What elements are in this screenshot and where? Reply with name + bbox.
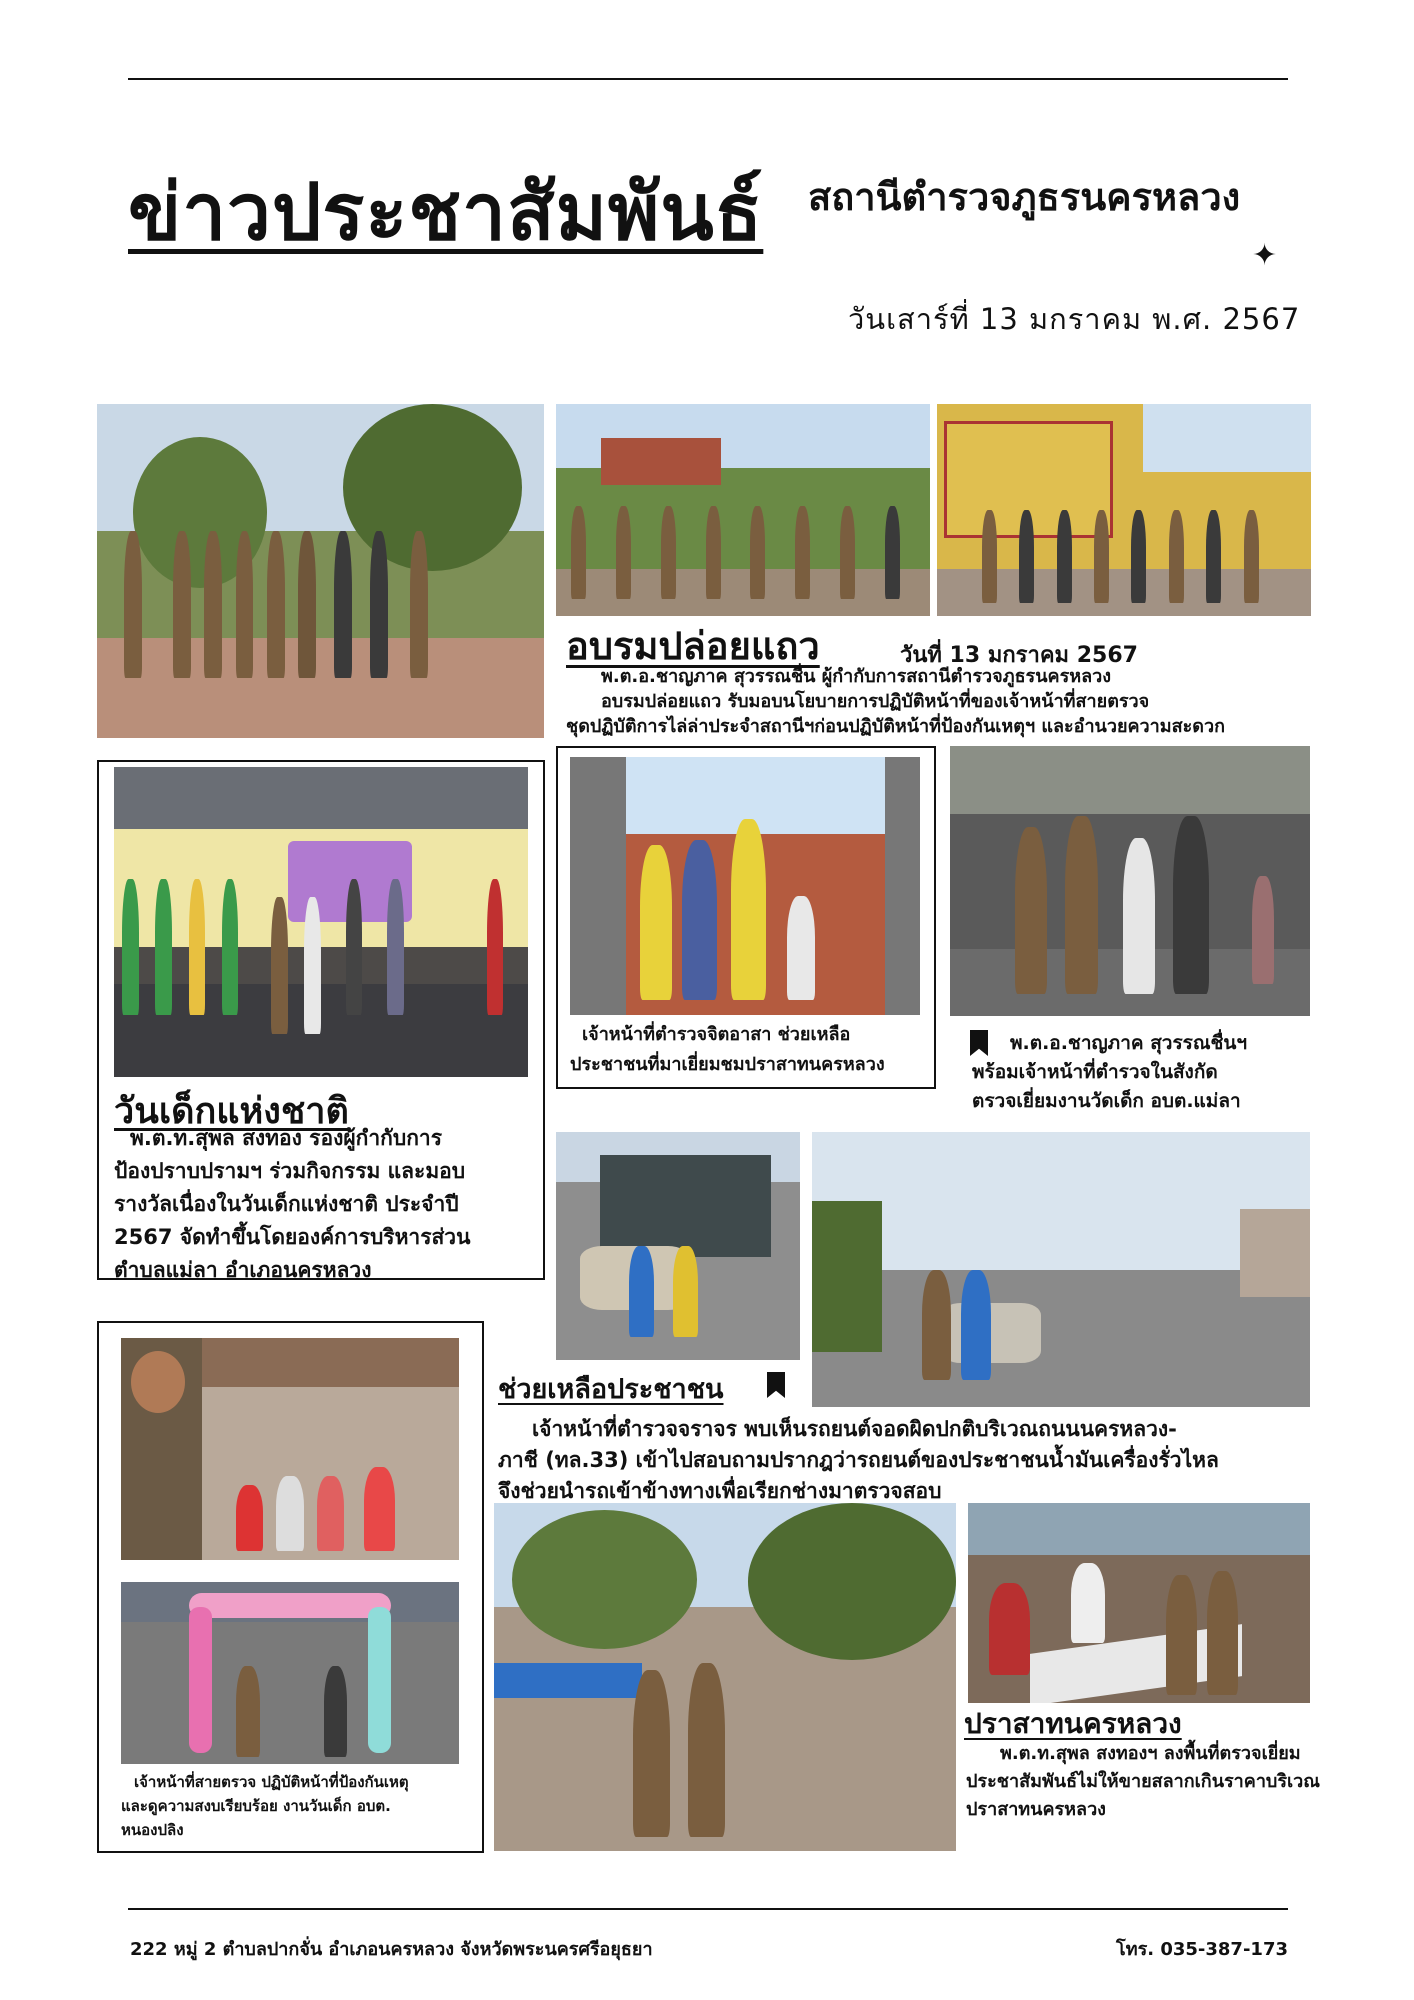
photo-lineup-courtyard [97, 404, 544, 738]
children-day-line-1: พ.ต.ท.สุพล สงทอง รองผู้กำกับการ [130, 1126, 442, 1150]
photo-lineup-building [937, 404, 1311, 616]
station-name: สถานีตำรวจภูธรนครหลวง [808, 175, 1241, 219]
volunteer-line-1: เจ้าหน้าที่ตำรวจจิตอาสา ช่วยเหลือ [582, 1024, 851, 1045]
photo-patrol-balloons [121, 1582, 459, 1764]
castle-heading: ปราสาทนครหลวง [964, 1707, 1182, 1740]
patrol-line-2: และดูความสงบเรียบร้อย งานวันเด็ก อบต. [121, 1797, 391, 1815]
sparkle-icon: ✦ [1252, 238, 1278, 273]
inspect-line-1: พ.ต.อ.ชาญภาค สุวรรณชื่นฯ [1010, 1032, 1248, 1054]
help-line-1: เจ้าหน้าที่ตำรวจจราจร พบเห็นรถยนต์จอดผิดปกติบริเวณถนนนครหลวง- [532, 1417, 1177, 1441]
issue-date: วันเสาร์ที่ 13 มกราคม พ.ศ. 2567 [848, 302, 1301, 336]
castle-line-1: พ.ต.ท.สุพล สงทองฯ ลงพื้นที่ตรวจเยี่ยม [1000, 1743, 1301, 1764]
training-line-3: ชุดปฏิบัติการไล่ล่าประจำสถานีฯก่อนปฏิบัติหน้าที่ป้องกันเหตุฯ และอำนวยความสะดวก [566, 716, 1225, 737]
training-line-1: พ.ต.อ.ชาญภาค สุวรรณชื่น ผู้กำกับการสถานีตำรวจภูธรนครหลวง [601, 666, 1112, 687]
children-day-line-3: รางวัลเนื่องในวันเด็กแห่งชาติ ประจำปี [114, 1192, 459, 1216]
bookmark-icon [970, 1030, 988, 1056]
footer-address: 222 หมู่ 2 ตำบลปากจั่น อำเภอนครหลวง จังหวัดพระนครศรีอยุธยา [130, 1939, 653, 1960]
photo-patrol-selfie [121, 1338, 459, 1560]
photo-castle-lottery [968, 1503, 1310, 1703]
castle-line-3: ปราสาทนครหลวง [966, 1799, 1106, 1820]
top-rule [128, 78, 1288, 80]
help-line-2: ภาชี (ทล.33) เข้าไปสอบถามปรากฎว่ารถยนต์ของประชาชนน้ำมันเครื่องรั่วไหล [498, 1448, 1219, 1472]
children-day-line-4: 2567 จัดทำขึ้นโดยองค์การบริหารส่วน [114, 1225, 471, 1249]
photo-help-street [812, 1132, 1310, 1407]
help-line-3: จึงช่วยนำรถเข้าข้างทางเพื่อเรียกช่างมาตรวจสอบ [498, 1479, 942, 1503]
photo-castle-officers [494, 1503, 956, 1851]
photo-lineup-rear [556, 404, 930, 616]
help-heading: ช่วยเหลือประชาชน [498, 1374, 724, 1405]
page-title: ข่าวประชาสัมพันธ์ [128, 168, 764, 258]
training-heading: อบรมปล่อยแถว [566, 624, 820, 668]
volunteer-line-2: ประชาชนที่มาเยี่ยมชมปราสาทนครหลวง [570, 1054, 885, 1075]
inspect-line-2: พร้อมเจ้าหน้าที่ตำรวจในสังกัด [972, 1061, 1218, 1083]
photo-inspect-children-event [950, 746, 1310, 1016]
inspect-line-3: ตรวจเยี่ยมงานวัดเด็ก อบต.แม่ลา [972, 1090, 1241, 1112]
children-day-line-2: ป้องปราบปรามฯ ร่วมกิจกรรม และมอบ [114, 1159, 466, 1183]
photo-volunteer-gate [570, 757, 920, 1015]
training-line-2: อบรมปล่อยแถว รับมอบนโยบายการปฏิบัติหน้าที่ของเจ้าหน้าที่สายตรวจ [601, 691, 1150, 712]
patrol-line-3: หนองปลิง [121, 1821, 184, 1839]
children-day-line-5: ตำบลแม่ลา อำเภอนครหลวง [114, 1258, 372, 1282]
photo-help-truck [556, 1132, 800, 1360]
training-date: วันที่ 13 มกราคม 2567 [900, 643, 1138, 668]
footer-phone: โทร. 035-387-173 [1116, 1939, 1288, 1960]
children-day-heading: วันเด็กแห่งชาติ [114, 1091, 349, 1132]
bottom-rule [128, 1908, 1288, 1910]
photo-children-day-stage [114, 767, 528, 1077]
castle-line-2: ประชาสัมพันธ์ไม่ให้ขายสลากเกินราคาบริเวณ [966, 1771, 1320, 1792]
bookmark-icon [767, 1372, 785, 1398]
patrol-line-1: เจ้าหน้าที่สายตรวจ ปฏิบัติหน้าที่ป้องกันเหตุ [134, 1773, 409, 1791]
